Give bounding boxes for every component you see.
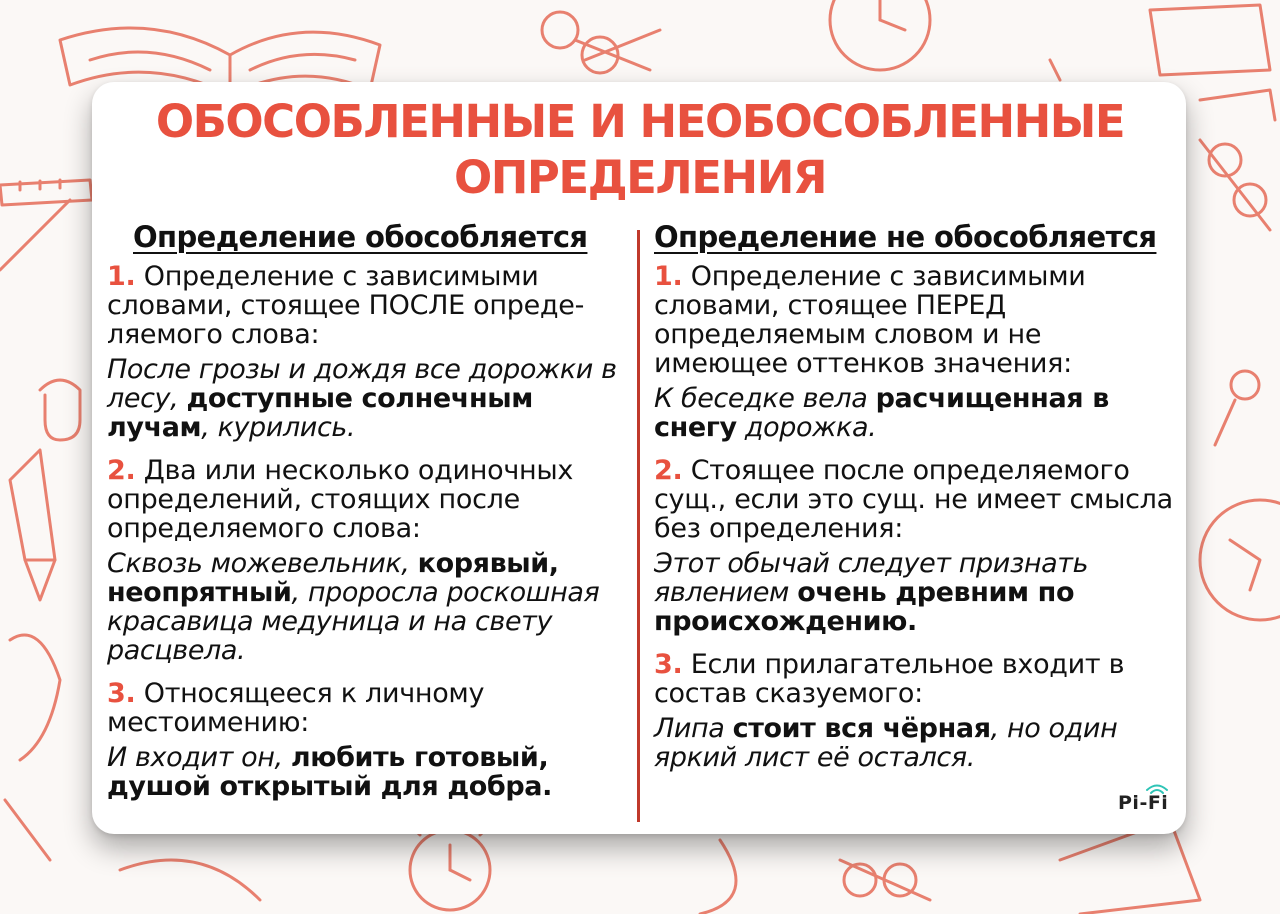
example-highlight: стоит вся чёрная [732,713,991,744]
brand-logo: Pi-Fi [1118,792,1169,814]
left-column-heading: Определение обособляется [133,220,588,254]
pen-doodle-icon [10,635,60,760]
title-line-2: ОПРЕДЕЛЕНИЯ [453,151,827,204]
example-part: К беседке вела [654,383,876,414]
eraser-doodle-icon [700,840,736,914]
right-rule-1 [654,262,1174,442]
notebook-doodle-icon [1150,5,1270,75]
rule-description: Если прилагательное входит в состав сказуемого: [654,649,1125,709]
example-part: И входит он, [107,742,291,773]
rule-text [107,679,632,737]
left-rule-1 [107,262,632,442]
right-rule-2 [654,456,1174,636]
title-line-1: ОБОСОБЛЕННЫЕ И НЕОБОСОБЛЕННЫЕ [155,95,1125,148]
rule-number: 3. [107,678,136,709]
example-part: Сквозь можевельник, [107,548,418,579]
clock-right-doodle-icon [1200,500,1280,620]
rule-example [654,384,1174,442]
right-column [654,218,1174,786]
example-highlight: доступные солнечным лучам [107,383,533,443]
left-rule-2 [107,456,632,665]
scissors-bottom-doodle-icon [840,860,930,900]
clock-doodle-icon [830,0,930,70]
rule-text [654,650,1174,708]
example-part: , проросла роскошная красавица медуница и на свету расцвела. [107,577,600,666]
rule-number: 3. [654,649,683,680]
example-part: дорожка. [736,412,877,443]
example-highlight: любить готовый, душой открытый для добра. [107,742,552,802]
column-divider [637,230,640,822]
pencil-doodle-icon [10,450,55,600]
paperclip-doodle-icon [40,380,80,440]
rule-text [107,456,632,543]
example-highlight: расчищенная в снегу [654,383,1109,443]
right-column-heading: Определение не обособляется [654,220,1157,254]
rule-number: 1. [654,261,683,292]
example-highlight: очень древним по происхождению. [654,577,1075,637]
rule-text [654,456,1174,543]
rule-example [107,743,632,801]
example-part: После грозы и дождя все дорожки в лесу, [107,354,617,414]
rule-text [654,262,1174,378]
rule-number: 2. [107,455,136,486]
rule-description: Определение с зависимыми словами, стоящее ПОСЛЕ опреде-ляемого слова: [107,261,585,350]
page-title [0,94,1280,206]
rule-description: Два или несколько одиночных определений, стоящих после определяемого слова: [107,455,574,544]
rule-description: Определение с зависимыми словами, стоящее ПЕРЕД определяемым словом и не имеющее оттенков значения: [654,261,1086,379]
rule-example [107,549,632,665]
left-rule-3 [107,679,632,801]
pushpin-doodle-icon [1215,371,1259,445]
rule-example [107,355,632,442]
rule-example [654,714,1174,772]
left-column [107,218,632,815]
right-rule-3 [654,650,1174,772]
example-part: , но один яркий лист её остался. [654,713,1118,773]
rule-description: Относящееся к личному местоимению: [107,678,485,738]
rule-number: 2. [654,455,683,486]
example-part: Липа [654,713,733,744]
rule-text [107,262,632,349]
rule-number: 1. [107,261,136,292]
example-highlight: корявый, неопрятный [107,548,559,608]
rule-example [654,549,1174,636]
rule-description: Стоящее после определяемого сущ., если это сущ. не имеет смысла без определения: [654,455,1173,544]
example-part: , курились. [201,412,356,443]
scissors-doodle-icon [542,12,660,73]
example-part: Этот обычай следует признать явлением [654,548,1089,608]
